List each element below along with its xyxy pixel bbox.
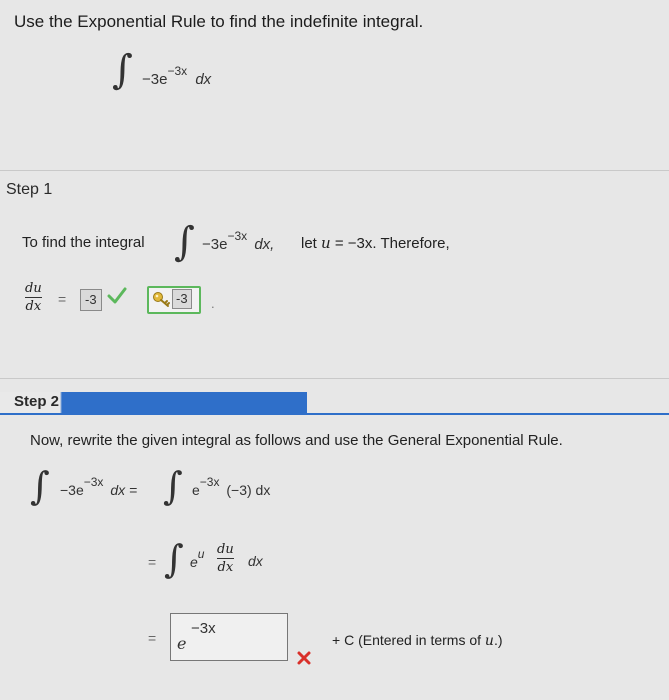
step1-label: Step 1 <box>6 181 53 198</box>
integrand: −3e <box>202 236 228 253</box>
rewrite-line-1 <box>30 464 350 511</box>
dx: dx <box>248 553 263 569</box>
constant-suffix <box>332 632 503 649</box>
answer-key-box[interactable] <box>147 286 201 314</box>
du-dx-fraction <box>217 542 234 575</box>
key-answer: -3 <box>172 289 192 309</box>
exponent: −3x <box>199 475 220 489</box>
du-dx-fraction <box>25 281 42 314</box>
integral-sign: ∫ <box>112 47 133 93</box>
factor-dx: (−3) dx <box>226 482 271 498</box>
exponent: −3x <box>83 475 104 489</box>
input-exponent: −3x <box>191 620 216 637</box>
integral-sign: ∫ <box>174 219 195 265</box>
question-integral <box>112 47 212 93</box>
answer-box: -3 <box>80 289 102 311</box>
step1-sentence <box>22 219 662 265</box>
equals-sign: = <box>148 554 157 570</box>
rewrite-line-2 <box>145 536 305 586</box>
e-base: e <box>192 482 200 498</box>
let-text: let <box>301 235 317 252</box>
dx: dx, <box>254 236 275 253</box>
dx-equals: dx = <box>110 482 138 498</box>
key-icon <box>152 290 172 313</box>
exponent: −3x <box>167 64 188 78</box>
check-icon <box>107 287 127 310</box>
suffix-end: .) <box>493 632 503 648</box>
step1-intro: To find the integral <box>22 234 145 251</box>
suffix-u: u <box>484 633 494 649</box>
period: . <box>211 296 215 311</box>
u-variable: u <box>321 234 331 252</box>
step1-divider <box>0 170 669 171</box>
frac-denominator: dx <box>25 299 42 314</box>
integrand: −3e <box>60 482 84 498</box>
frac-numerator: du <box>217 542 234 557</box>
integrand: −3e <box>142 71 168 88</box>
step2-divider <box>0 378 669 379</box>
suffix-text: + C (Entered in terms of <box>332 632 482 648</box>
question-title: Use the Exponential Rule to find the indefinite integral. <box>14 12 424 31</box>
integral-sign: ∫ <box>163 464 183 508</box>
frac-numerator: du <box>25 281 42 296</box>
incorrect-icon <box>296 650 312 671</box>
equals-sign: = <box>58 291 67 307</box>
integral-sign: ∫ <box>30 464 50 508</box>
let-rest: = −3x. Therefore, <box>334 235 450 252</box>
exponent: −3x <box>227 229 248 243</box>
step2-header-line <box>0 413 669 415</box>
step2-label: Step 2 <box>14 393 60 410</box>
integral-sign: ∫ <box>164 537 184 581</box>
step2-instruction: Now, rewrite the given integral as follows and use the General Exponential Rule. <box>30 432 563 449</box>
frac-denominator: dx <box>217 560 234 575</box>
exponent-u: u <box>197 547 205 561</box>
input-e-base: e <box>177 634 187 653</box>
dx: dx <box>195 71 212 88</box>
answer-input[interactable] <box>170 613 288 661</box>
e-base: e <box>190 554 198 570</box>
equals-sign: = <box>148 630 157 646</box>
